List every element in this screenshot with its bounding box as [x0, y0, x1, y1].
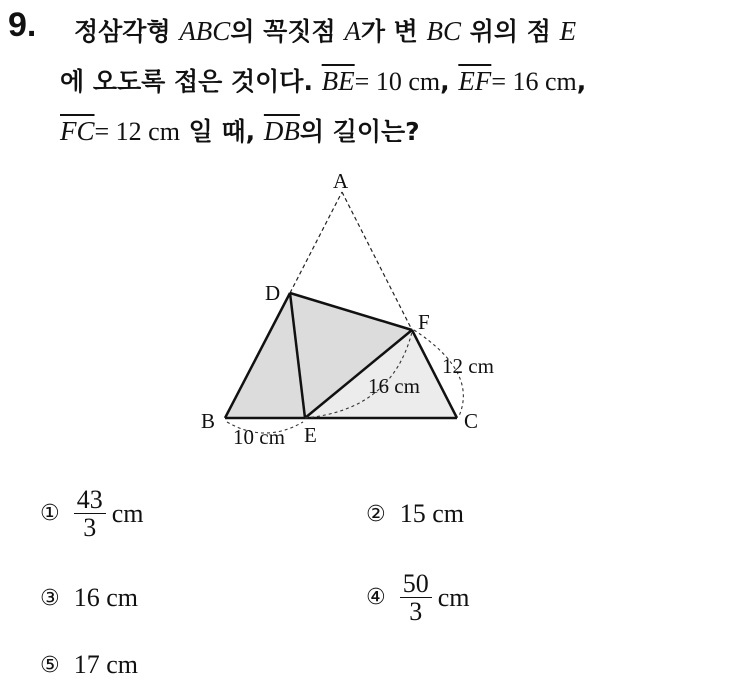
question-number: 9.	[8, 6, 37, 44]
question-text: 의 길이는?	[299, 117, 420, 146]
math-e: E	[559, 16, 577, 46]
choice-text: 16 cm	[73, 583, 138, 612]
question-text: 일 때,	[179, 117, 264, 146]
unit: cm	[111, 498, 144, 528]
choice-marker: ⑤	[40, 652, 60, 678]
choice-marker: ①	[40, 501, 60, 527]
unit: cm	[437, 582, 470, 612]
math-a: A	[344, 16, 361, 46]
label-f: F	[418, 310, 430, 334]
measure-fc: 12 cm	[442, 354, 494, 378]
fold-ad	[290, 192, 342, 293]
choice-1[interactable]	[40, 486, 144, 542]
value-be: = 10 cm	[354, 67, 441, 96]
question-text: 의 꼭짓점	[230, 17, 345, 46]
choice-marker: ③	[40, 585, 60, 611]
measure-ef: 16 cm	[368, 374, 420, 398]
choice-2[interactable]	[366, 499, 464, 529]
label-a: A	[333, 169, 349, 193]
label-c: C	[464, 409, 479, 433]
segment-ef: $\overline{EF}$	[458, 66, 492, 96]
choice-5[interactable]	[40, 650, 138, 680]
segment-fc: $\overline{FC}$	[60, 116, 95, 146]
value-ef: = 16 cm	[491, 67, 577, 96]
choice-text: 15 cm	[399, 499, 464, 528]
separator: ,	[576, 67, 587, 96]
label-b: B	[201, 409, 216, 433]
fraction	[400, 570, 432, 626]
question-text: 가 변	[360, 17, 427, 46]
segment-be: $\overline{BE}$	[321, 66, 355, 96]
choice-marker: ④	[366, 585, 386, 611]
numerator: 43	[74, 486, 106, 514]
separator: ,	[440, 67, 459, 96]
choice-4[interactable]	[366, 570, 470, 626]
label-e: E	[304, 423, 317, 447]
denominator: 3	[409, 597, 423, 627]
question-text: 정삼각형	[74, 17, 180, 46]
math-abc: ABC	[179, 16, 231, 46]
question-text: 위의 점	[461, 17, 560, 46]
numerator: 50	[400, 570, 432, 598]
segment-db: $\overline{DB}$	[263, 116, 300, 146]
question-text: 에 오도록 접은 것이다.	[60, 67, 322, 96]
choice-marker: ②	[366, 501, 386, 527]
fraction	[74, 486, 106, 542]
choice-3[interactable]	[40, 583, 138, 613]
math-bc: BC	[426, 16, 462, 46]
value-fc: = 12 cm	[94, 117, 180, 146]
fold-af	[342, 192, 412, 330]
denominator: 3	[83, 513, 97, 543]
measure-be: 10 cm	[233, 425, 285, 449]
choice-text: 17 cm	[73, 650, 138, 679]
label-d: D	[265, 281, 281, 305]
